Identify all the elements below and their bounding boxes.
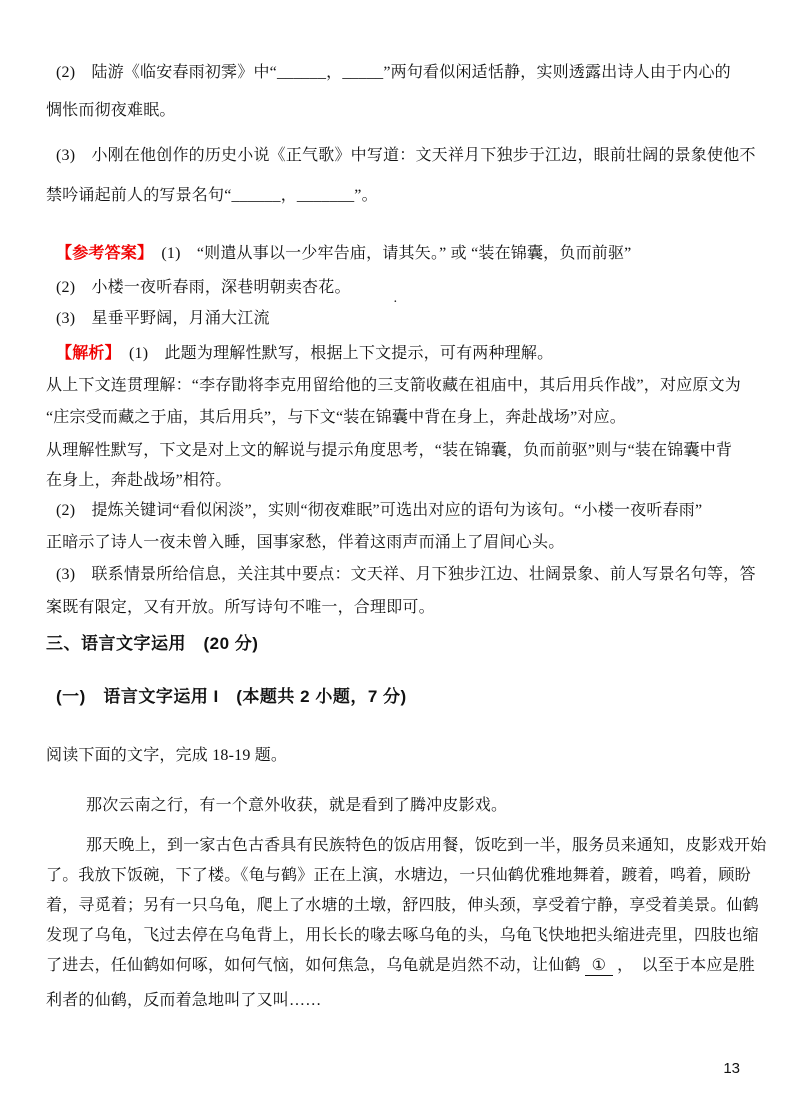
analysis-line-5: 在身上，奔赴战场”相符。: [46, 472, 232, 489]
question-2-line-2: 惆怅而彻夜难眠。: [46, 102, 176, 119]
passage-para2-line-6: 利者的仙鹤，反而着急地叫了又叫……: [46, 992, 322, 1009]
analysis-line-2: 从上下文连贯理解：“李存勖将李克用留给他的三支箭收藏在祖庙中，其后用兵作战”，对应原文为: [46, 377, 742, 394]
reading-instruction: 阅读下面的文字，完成 18-19 题。: [46, 747, 288, 764]
passage-para2-line-3: 着，寻觅着；另有一只乌龟，爬上了水塘的土墩，舒四肢，伸头颈，享受着宁静，享受着美景。仙鹤: [46, 897, 759, 914]
reference-answer-label: 【参考答案】: [56, 245, 146, 262]
reference-answer-line-3: (3) 星垂平野阔，月涌大江流: [56, 310, 270, 327]
passage-para2-line5-before: 了进去，任仙鹤如何啄，如何气恼，如何焦急，乌龟就是岿然不动，让仙鹤: [46, 957, 581, 974]
section-subheading: (一) 语言文字运用 I (本题共 2 小题，7 分): [56, 687, 407, 706]
analysis-line-8: (3) 联系情景所给信息，关注其中要点：文天祥、月下独步江边、壮阔景象、前人写景名句等，答: [56, 566, 756, 583]
passage-para2-line-5: [46, 955, 755, 977]
analysis-line-4: 从理解性默写，下文是对上文的解说与提示角度思考，“装在锦囊，负而前驱”则与“装在锦囊中背: [46, 442, 733, 459]
reference-answer-line-2: (2) 小楼一夜听春雨，深巷明朝卖杏花。: [56, 279, 351, 296]
stray-dot-mark: ·: [393, 295, 398, 310]
analysis-line-9: 案既有限定，又有开放。所写诗句不唯一，合理即可。: [46, 599, 435, 616]
analysis-line-3: “庄宗受而藏之于庙，其后用兵”，与下文“装在锦囊中背在身上，奔赴战场”对应。: [46, 409, 627, 426]
passage-para1: 那次云南之行，有一个意外收获，就是看到了腾冲皮影戏。: [86, 797, 508, 814]
reference-answer-line-1: [46, 243, 738, 265]
question-2-line-1: (2) 陆游《临安春雨初霁》中“______，_____”两句看似闲适恬静，实则透露出诗人由于内心的: [56, 64, 731, 81]
page-number: 13: [723, 1060, 740, 1077]
analysis-line-7: 正暗示了诗人一夜未曾入睡，国事家愁，伴着这雨声而涌上了眉间心头。: [46, 534, 565, 551]
analysis-label: 【解析】: [56, 345, 113, 362]
section-heading: 三、语言文字运用 (20 分): [46, 634, 259, 653]
passage-para2-line-1: 那天晚上，到一家古色古香具有民族特色的饭店用餐，饭吃到一半，服务员来通知，皮影戏开始: [86, 837, 767, 854]
question-3-line-1: (3) 小刚在他创作的历史小说《正气歌》中写道：文天祥月下独步于江边，眼前壮阔的景象使他不: [56, 147, 756, 164]
blank-circled-1: ①: [585, 956, 614, 976]
passage-para2-line-2: 了。我放下饭碗，下了楼。《龟与鹤》正在上演，水塘边，一只仙鹤优雅地舞着，踱着，鸣着，顾盼: [46, 867, 751, 884]
analysis-text: (1) 此题为理解性默写，根据上下文提示，可有两种理解。: [112, 345, 554, 362]
passage-para2-line5-after: ， 以至于本应是胜: [617, 957, 755, 974]
question-3-line-2: 禁吟诵起前人的写景名句“______，_______”。: [46, 187, 378, 204]
reference-answer-text: (1) “则遣从事以一少牢告庙，请其矢。” 或 “装在锦囊，负而前驱”: [145, 245, 632, 262]
analysis-line-6: (2) 提炼关键词“看似闲淡”，实则“彻夜难眠”可选出对应的语句为该句。“小楼一夜听春雨”: [56, 502, 703, 519]
passage-para2-line-4: 发现了乌龟，飞过去停在乌龟背上，用长长的喙去啄乌龟的头，乌龟飞快地把头缩进壳里，四肢也缩: [46, 927, 759, 944]
analysis-line-1: [46, 343, 738, 365]
